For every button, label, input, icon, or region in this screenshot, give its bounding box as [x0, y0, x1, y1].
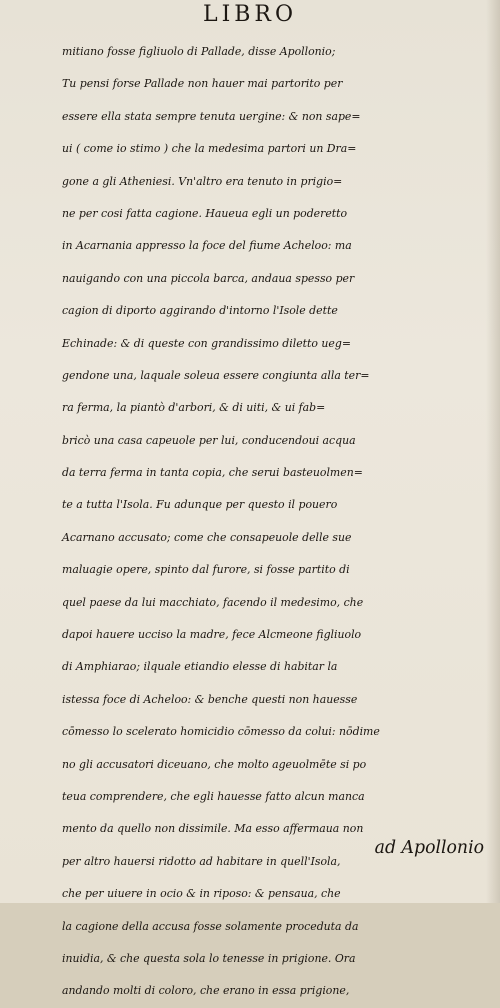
- text-line: mitiano fosse figliuolo di Pallade, disse Apollonio;: [62, 45, 336, 58]
- body-text: [62, 36, 492, 1008]
- text-line: di Amphiarao; ilquale etiandio elesse di habitar la: [62, 660, 338, 674]
- text-line: Tu pensi forse Pallade non hauer mai partorito per: [62, 77, 343, 91]
- text-line: nauigando con una piccola barca, andaua spesso per: [62, 271, 355, 285]
- text-line: ui ( come io stimo ) che la medesima partori un Dra=: [62, 142, 357, 156]
- text-line: Acarnano accusato; come che consapeuole delle sue: [62, 530, 352, 544]
- text-line: ne per cosi fatta cagione. Haueua egli un poderetto: [62, 206, 348, 220]
- text-line: per altro hauersi ridotto ad habitare in quell'Isola,: [62, 854, 341, 868]
- text-line: gendone una, laquale soleua essere congiunta alla ter=: [62, 368, 370, 382]
- text-line: quel paese da lui macchiato, facendo il medesimo, che: [62, 595, 364, 609]
- text-line: te a tutta l'Isola. Fu adunque per questo il pouero: [62, 498, 338, 512]
- catchword: ad Apollonio: [374, 838, 484, 858]
- text-line: maluagie opere, spinto dal furore, si fosse partito di: [62, 563, 350, 577]
- text-line: che per uiuere in ocio & in riposo: & pensaua, che: [62, 887, 341, 901]
- text-line: mento da quello non dissimile. Ma esso affermaua non: [62, 822, 364, 836]
- text-line: cagion di diporto aggirando d'intorno l'Isole dette: [62, 304, 338, 318]
- running-title: LIBRO: [202, 2, 298, 27]
- text-line: bricò una casa capeuole per lui, conducendoui acqua: [62, 433, 356, 447]
- text-line: dapoi hauere ucciso la madre, fece Alcmeone figliuolo: [62, 628, 362, 642]
- text-line: cōmesso lo scelerato homicidio cōmesso da colui: nōdime: [62, 725, 380, 739]
- text-line: ra ferma, la piantò d'arbori, & di uiti, & ui fab=: [62, 401, 326, 415]
- text-line: la cagione della accusa fosse solamente proceduta da: [62, 919, 359, 933]
- text-line: in Acarnania appresso la foce del fiume Acheloo: ma: [62, 239, 352, 253]
- text-line: essere ella stata sempre tenuta uergine: & non sape=: [62, 109, 361, 123]
- text-line: gone a gli Atheniesi. Vn'altro era tenuto in prigio=: [62, 174, 343, 188]
- text-line: andando molti di coloro, che erano in essa prigione,: [62, 984, 350, 998]
- text-line: inuidia, & che questa sola lo tenesse in prigione. Ora: [62, 951, 356, 965]
- text-line: teua comprendere, che egli hauesse fatto alcun manca: [62, 789, 365, 803]
- text-line: Echinade: & di queste con grandissimo diletto ueg=: [62, 336, 351, 350]
- text-line: da terra ferma in tanta copia, che serui basteuolmen=: [62, 466, 363, 480]
- text-line: no gli accusatori diceuano, che molto ageuolmēte si po: [62, 757, 367, 771]
- text-line: istessa foce di Acheloo: & benche questi non hauesse: [62, 692, 358, 706]
